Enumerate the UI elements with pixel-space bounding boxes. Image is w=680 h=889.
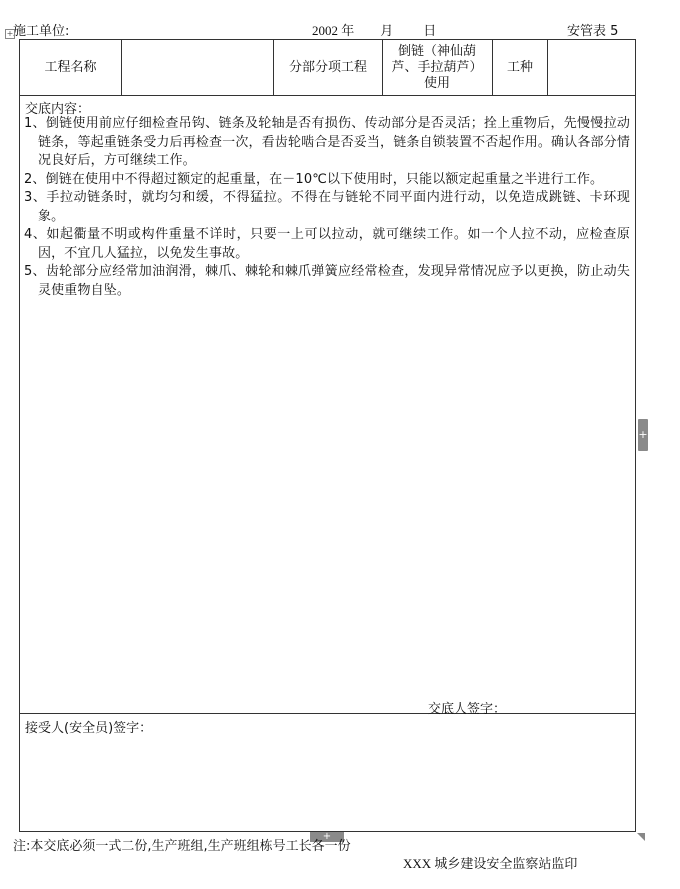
list-item: 1、倒链使用前应仔细检查吊钩、链条及轮轴是否有损伤、传动部分是否灵活；拴上重物后，先慢慢拉动链条，等起重链条受力后再检查一次，看齿轮啮合是否妥当，链条自锁装置不否起作用。确认各部分情况良好后，方可继续工作。: [24, 116, 630, 168]
add-row-handle-icon[interactable]: +: [310, 832, 344, 842]
trade-label: 工种: [506, 59, 533, 75]
discloser-signature-label: 交底人签字：: [428, 702, 507, 717]
disclosure-items: [24, 115, 630, 300]
table-resize-handle-icon[interactable]: [637, 833, 645, 841]
date-line: [312, 20, 436, 39]
list-item: 5、齿轮部分应经常加油润滑，棘爪、棘轮和棘爪弹簧应经常检查，发现异常情况应予以更换，防止动失灵使重物自坠。: [24, 264, 630, 298]
date-day: 日: [423, 23, 437, 38]
project-name-label: 工程名称: [44, 59, 97, 75]
list-item: 4、如起衢量不明或构件重量不详时，只要一上可以拉动，就可继续工作。如一个人拉不动，应检查原因，不宜几人猛拉，以免发生事故。: [24, 227, 630, 261]
date-year: 2002 年: [312, 23, 355, 38]
footer-note: 注:本交底必须一式二份,生产班组,生产班组栋号工长各一份: [13, 839, 351, 854]
date-month: 月: [380, 23, 394, 38]
sub-project-value[interactable]: 倒链（神仙葫芦、手拉葫芦）使用: [391, 43, 483, 91]
receiver-signature-label: 接受人(安全员)签字：: [25, 721, 153, 736]
form-code: 安管表 5: [567, 24, 619, 39]
disclosure-content-title: 交底内容：: [25, 102, 91, 117]
table-move-handle-icon[interactable]: +: [6, 29, 14, 38]
list-item: 3、手拉动链条时，就均匀和缓，不得猛拉。不得在与链轮不同平面内进行动，以免造成跳链、卡环现象。: [24, 190, 630, 224]
project-name-value[interactable]: [122, 40, 273, 95]
trade-value[interactable]: [548, 40, 635, 95]
construction-unit-label: 施工单位:: [13, 24, 70, 39]
sub-project-label: 分部分项工程: [288, 59, 367, 75]
list-item: 2、倒链在使用中不得超过额定的起重量，在－10℃以下使用时，只能以额定起重量之半进行工作。: [24, 171, 604, 187]
add-column-handle-icon[interactable]: +: [638, 419, 648, 451]
issuer-stamp-text: XXX 城乡建设安全监察站监印: [403, 856, 578, 871]
